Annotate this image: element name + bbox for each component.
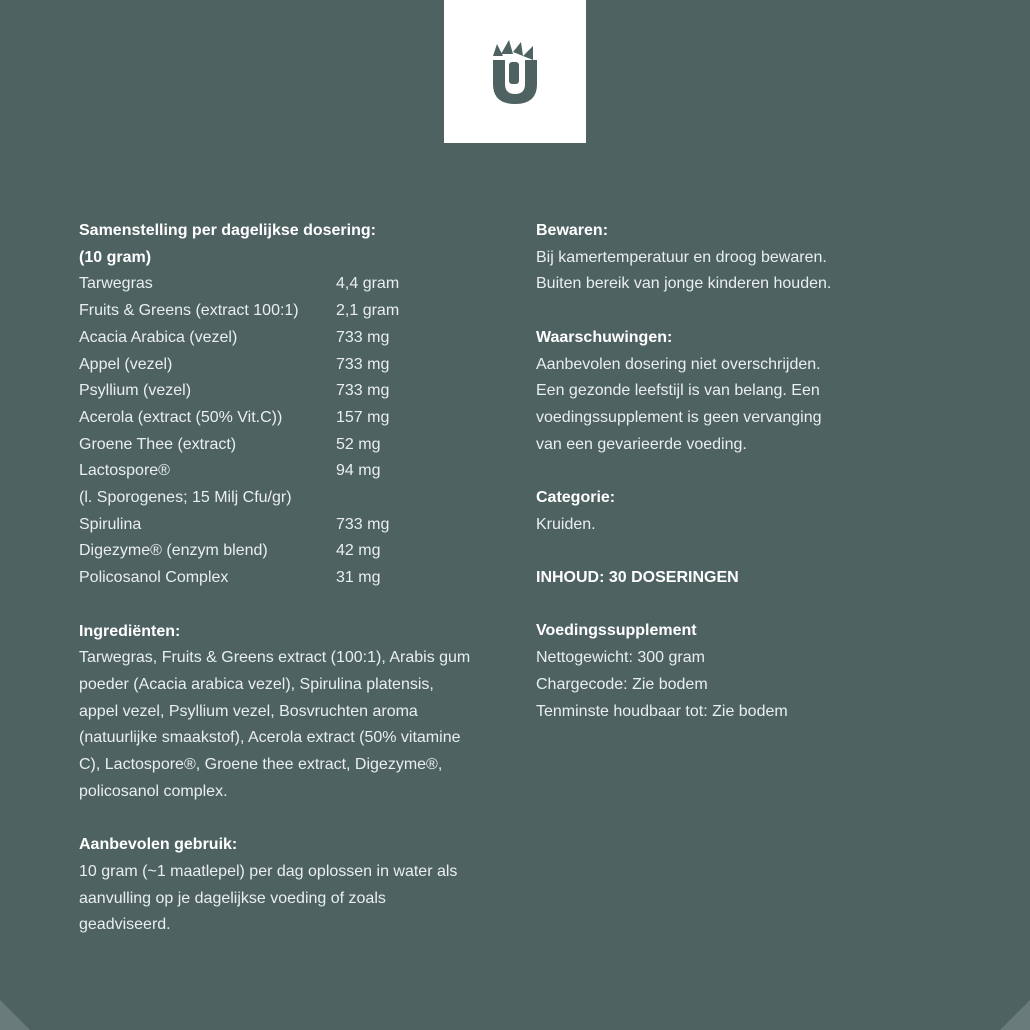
text-line: policosanol complex. <box>79 782 228 800</box>
ingredient-name: Spirulina <box>79 515 142 533</box>
composition-subheading: (10 gram) <box>79 248 152 266</box>
text-line: Chargecode: Zie bodem <box>536 675 708 693</box>
table-row <box>79 538 499 565</box>
table-row <box>79 485 499 512</box>
ingredient-amount: 2,1 gram <box>336 302 400 320</box>
text-line: appel vezel, Psyllium vezel, Bosvruchten aroma <box>79 702 418 720</box>
text-line: voedingssupplement is geen vervanging <box>536 408 822 426</box>
corner-fold-right <box>1000 1000 1030 1030</box>
ingredients-text <box>79 645 499 805</box>
usage-text <box>79 859 499 939</box>
warnings-heading: Waarschuwingen: <box>536 328 673 346</box>
table-row <box>79 432 499 459</box>
text-line: Tenminste houdbaar tot: Zie bodem <box>536 702 788 720</box>
category-heading: Categorie: <box>536 489 616 506</box>
category-value: Kruiden. <box>536 515 596 533</box>
brand-logo-box <box>444 0 586 143</box>
brand-logo-icon <box>487 38 543 106</box>
ingredient-name: Acerola (extract (50% Vit.C)) <box>79 408 283 426</box>
ingredient-amount: 733 mg <box>336 382 390 400</box>
corner-fold-left <box>0 1000 30 1030</box>
ingredient-name: Policosanol Complex <box>79 569 229 587</box>
text-line: Bij kamertemperatuur en droog bewaren. <box>536 248 827 266</box>
table-row <box>79 458 499 485</box>
table-row <box>79 378 499 405</box>
text-line: aanvulling op je dagelijkse voeding of zoals <box>79 889 386 907</box>
left-column <box>79 218 499 939</box>
text-line: Aanbevolen dosering niet overschrijden. <box>536 355 821 373</box>
ingredient-amount: 94 mg <box>336 462 381 480</box>
ingredients-heading: Ingrediënten: <box>79 622 181 640</box>
ingredient-amount: 42 mg <box>336 542 381 560</box>
text-line: Nettogewicht: 300 gram <box>536 649 705 667</box>
text-line: (natuurlijke smaakstof), Acerola extract (50% vitamine <box>79 729 461 747</box>
ingredient-name: Digezyme® (enzym blend) <box>79 542 268 560</box>
table-row <box>79 271 499 298</box>
text-line: Tarwegras, Fruits & Greens extract (100:1), Arabis gum <box>79 649 471 667</box>
text-line: poeder (Acacia arabica vezel), Spirulina platensis, <box>79 675 434 693</box>
right-column <box>536 218 956 725</box>
ingredient-amount: 4,4 gram <box>336 275 400 293</box>
ingredient-name: Psyllium (vezel) <box>79 382 192 400</box>
text-line: Buiten bereik van jonge kinderen houden. <box>536 275 832 293</box>
table-row <box>79 325 499 352</box>
ingredient-name: Fruits & Greens (extract 100:1) <box>79 302 299 320</box>
composition-heading: Samenstelling per dagelijkse dosering: <box>79 222 376 239</box>
storage-heading: Bewaren: <box>536 222 609 239</box>
text-line: C), Lactospore®, Groene thee extract, Digezyme®, <box>79 756 443 774</box>
table-row <box>79 512 499 539</box>
table-row <box>79 565 499 592</box>
table-row <box>79 352 499 379</box>
usage-heading: Aanbevolen gebruik: <box>79 836 238 854</box>
text-line: 10 gram (~1 maatlepel) per dag oplossen in water als <box>79 862 458 880</box>
ingredient-name: Groene Thee (extract) <box>79 435 237 453</box>
ingredient-amount: 733 mg <box>336 328 390 346</box>
ingredient-name: Appel (vezel) <box>79 355 173 373</box>
contents-label: INHOUD: 30 DOSERINGEN <box>536 569 739 587</box>
supplement-heading: Voedingssupplement <box>536 622 697 640</box>
ingredient-amount: 52 mg <box>336 435 381 453</box>
composition-table <box>79 271 499 591</box>
ingredient-amount: 733 mg <box>336 515 390 533</box>
ingredient-amount: 31 mg <box>336 569 381 587</box>
ingredient-amount: 157 mg <box>336 408 390 426</box>
text-line: geadviseerd. <box>79 916 171 934</box>
ingredient-amount: 733 mg <box>336 355 390 373</box>
table-row <box>79 298 499 325</box>
ingredient-name: Acacia Arabica (vezel) <box>79 328 238 346</box>
table-row <box>79 405 499 432</box>
ingredient-name: (l. Sporogenes; 15 Milj Cfu/gr) <box>79 489 292 507</box>
ingredient-name: Lactospore® <box>79 462 170 480</box>
text-line: Een gezonde leefstijl is van belang. Een <box>536 382 820 400</box>
ingredient-name: Tarwegras <box>79 275 153 293</box>
text-line: van een gevarieerde voeding. <box>536 435 747 453</box>
